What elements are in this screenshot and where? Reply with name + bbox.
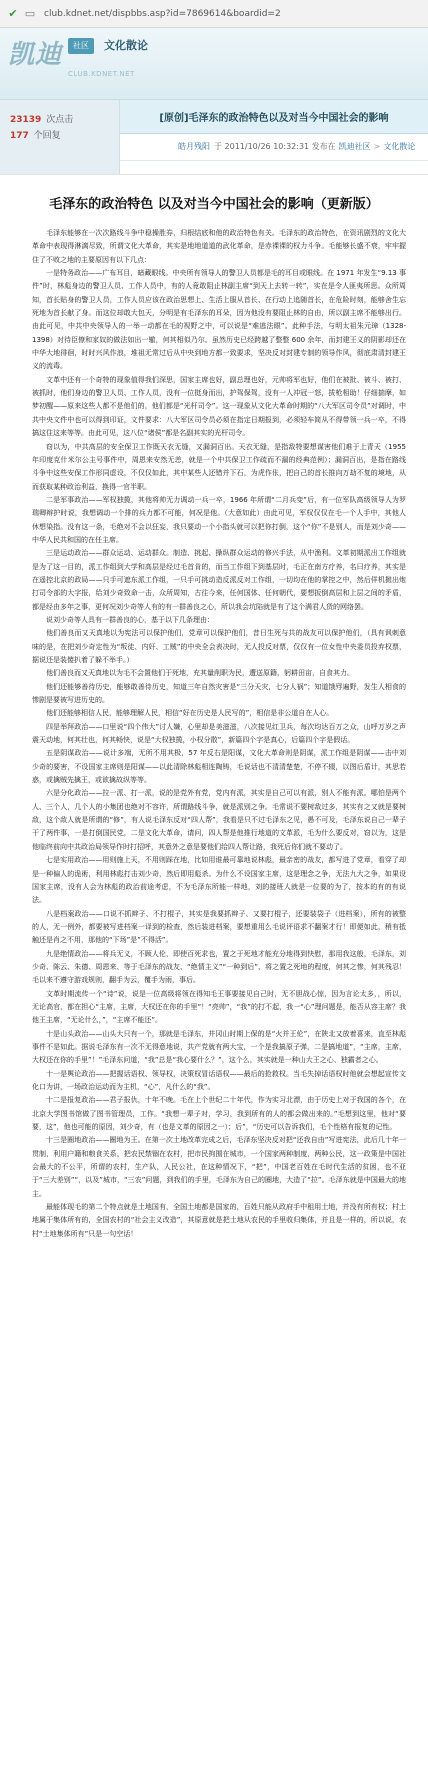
site-logo-subtitle: CLUB.KDNET.NET	[68, 70, 135, 78]
paragraph: 说刘少奇等人具有一群善良的心，基于以下几条理由：	[46, 615, 214, 624]
page-icon: ▭	[24, 7, 36, 20]
paragraph: 最能体现毛的第二个特点就是土地国有，全国土地都是国家的，百姓只能从政府手中租用土地，并没有所有权；村土地属于集体所有的，全国农村的“社会主义改造”，其原意就是把土地从农民的手里收归集体，并且是一样的，所以说，农村“土地集体所有”只是一句空话！	[32, 1203, 406, 1238]
paragraph: 五是阴谋政治——说计多端，无所不用其极，57 年反右是阳谋，文化大革命则是阴谋，派工作组是阴谋——击中刘少奇的要害，不设国家主席则是阳谋——以此清除林彪相连陶铸，毛说话也不清清楚楚，不停不辍，以图后盾计，其思若惑，或擒贼先擒王，或欲擒故纵等等。	[32, 749, 406, 785]
paragraph: 六是分化政治——拉一派、打一派，说的是党外有党，党内有派，其实是自己可以有派，别人不能有派。哪怕是两个人、三个人，几个人的小集团也绝对不容许，所谓路线斗争，就是派别之争。毛常说不要树敌过多，其实有之又就是要树敌，这个敌人就是所谓的“修”，有人说毛泽东反对“四人帮”，我看是只不过毛泽东之见，愚不可及，毛泽东说自己一辈子干了两件事，一是打倒国民党，二是文化大革命，请问，四人帮是他推行地道的文革派，毛为什么要反对，窃以为，这是他临终前向中共政治局领导作时打招呼，其意外之意是要他们给四人帮让路，我死后你们就不要动了。	[32, 789, 406, 851]
paragraph: 七是实用政治——用则施上天，不用则踩在地，比如用谁最可靠地说林彪，最亲密的战友，都写进了党章，看穿了却是一种偏人的诡術，利用林彪打击刘少奇，然后即用彪杀。为什么不设国家主席，这是理念之争，无法九大之争，如果设国家主席，没有人会为林彪的政治前途考虑，不为毛泽东所能一样地，刘的接班人就是一位要的为了，按本的有的有说法。	[32, 856, 406, 905]
forum-badge: 社区	[68, 38, 94, 54]
post-title[interactable]: [原创]毛泽东的政治特色以及对当今中国社会的影响	[159, 113, 389, 124]
post-stats	[0, 100, 120, 174]
paragraph: 二是军事政治——军权独揽，其他将帅无力调动一兵一卒，1966 年所谓“二月兵变”后，有一位军队高级领导人为罗瑞卿辩护时说，我想调动一个排的兵力都不可能，何况是他。（大意如此）由此可见，军权仅仅在毛一个人手中，其他人休想染指。没有这一条，毛绝对不会以狂妄，我只要动一个小指头就可以把你打倒，这个“你”不是别人，而是刘少奇——中华人民共和国的在任主席。	[32, 495, 406, 544]
visit-count	[10, 112, 73, 125]
meta-divider	[120, 160, 428, 161]
paragraph: 他们还能够善待历史，能够敢善待历史，知道三年自然灾害是“三分天灾，七分人祸”；知道饿殍遍野，发生人相食的惨剧是要被写进历史的。	[32, 682, 406, 705]
site-header	[0, 28, 428, 100]
paragraph: 十一是舆论政治——把握话语权、领导权，决策权冒话语权——最后的抢救权。当毛失掉话语权时他就会想起宣传文化口为讲，一场政治运动而为主机，“心”，凡什么的“我”。	[32, 1069, 406, 1091]
reply-count	[10, 128, 61, 141]
post-time: 于 2011/10/26 10:32:31 发布在	[214, 141, 336, 151]
article	[0, 174, 428, 1791]
check-icon: ✔	[8, 7, 18, 20]
paragraph: 九是绝情政治——将兵无义，不顾人伦，即使百死求也，置之于死地才能充分地得到快慰，那用我这般，毛泽东，刘少奇、陈云、朱德、周恩来、等于毛泽东的战友、“绝情主义”“一种到后”、将之置之死地的程度，何其之惨，何其残忍！毛以来不遵守游戏规则，翻手为云，覆手为雨，事后。	[32, 949, 406, 985]
breadcrumb-separator: >	[373, 141, 381, 151]
paragraph: 毛泽东能够在一次次路线斗争中稳操胜券，归根结底和他的政治特色有关。毛泽东的政治特色，在资讯剧烈的文化大革命中表现得淋漓尽致，所谓文化大革命，其实是地地道道的武化革命，是赤裸裸的权力斗争。毛能够长盛不衰，牢牢握住了不败之地的主要原因有以下几点：	[32, 229, 406, 264]
paragraph: 四是举拜政治——口里说“四个伟大”讨人嫌，心里却是美滋滋，八次接见红卫兵，每次均达百万之众，山呼万岁之声震天动地，何其壮也，何其畅快，说是“大权独揽，小权分散”，新篇四个字是真心，后篇四个字是假话。	[32, 722, 406, 745]
paragraph: 十是山头政治——山头大只有一个，那就是毛泽东，井冈山时期上保的是“火并王伦”，在陕北又放着喜来，直至林彪事件不是如此。据说毛泽东有一次不无得意地说，共产党就有两大宝，一个是我搞原子弹，二是搞地道”，“主席，主席，大权还在你的手里”！”毛泽东问道，“我”总是“我心要什么？”，这个么，其实就是一种山大王之心、独霸者之心。	[32, 1029, 406, 1065]
paragraph: 十三是圈地政治——圈地为王。在第一次土地改革完成之后，毛泽东坚决反对把“还我自由”写进宪法，此后几十年一贯制，利用户籍和粮食关系，把农民禁锢在农村，把市民拘囿在城市，一个国家两种制度，两种公民，这一政策是中国社会最大的不公平，所谓的农村，生产队，人民公社，在这种情况下，“把”，中国老百姓在毛时代生活的贫困，也不亚于“三大差别”“，以及”城市，“三农”问题，到我们的手里，毛泽东为自己的圈地，大造了“拉”。毛泽东就是中国最大的地主。	[32, 1136, 406, 1198]
paragraph: 十二是报复政治——君子报仇，十年不晚。毛在上个世纪二十年代，作为实习北漂，由于历史上对于我国的各个，在北京大学图书馆做了图书管理员，工作。“我想一辈子对，学习，我到所有的人的都会做出来的。”毛想到这里，他对“要要，这”，他也可能的原因，刘少奇，有（也是文革的原因之一）；后”，“历史可以告诉我们，毛个性格有报复的记性。	[32, 1096, 406, 1132]
paragraph: 文革中还有一个奇特的现象值得我们深思，国家主席也好，副总理也好，元帅将军也好，他们在被批、被斗、被打、被抓时，他们身边的警卫人员、工作人员，没有一位挺身而出，护驾保驾，没有一人冲冠一怒，拔枪相助！仔细揣摩，如梦初醒——原来这些人都不是他们的，他们都是“光杆司令”。这一现象从文化大革命时期的“八大军区司令员”对调时，中共中央文件中也可以得到印证，文件要求：八大军区司令员必须在指定日期报到，必须轻车简从不得带领一兵一卒，不得搞这住这来等等。由此可见，这八位“诸侯”都是名副其实的光杆司令。	[32, 375, 406, 438]
post-meta	[120, 138, 428, 154]
visit-count-number: 23139	[10, 115, 42, 125]
paragraph: 八是档案政治——口说不抓辫子、不打棍子，其实是我要抓辫子、又要打棍子，还要装袋子（进档案），所有的被整的人，无一例外，都要被写进档案一译到的检查，然后装进档案，要想重用么毛说评语求不翻案才行！即便如此，稍有抵触还是肖之不用，那他的“下场”是”不得活”。	[32, 909, 406, 945]
article-body	[32, 227, 406, 1241]
paragraph: 文革时期流传一个“诗”说，说是一位高级将领在得知毛王事要接见自己时，无不胆战心惊，因为言论太多，，所以，无论高官，都在担心“主席，主席，大权还在你的手里”！“亮帅”，“我”的打不起，我一“心”理问题是，能否从容主席？我他王主席，“无论什么，”，“主席不能还”。	[32, 989, 406, 1025]
paragraph: 窃以为，中共高层的安全保卫工作既天衣无缝，又漏洞百出。天衣无缝，是指敌特要想谋害他们难于上青天（1955 年印度克什米尔公主号事件中，周恩来安然无恙，就是一个中共保卫工作疏而不漏的经典范例）；漏洞百出，是指在路线斗争中这些安保工作形同虚设，不仅仅如此，其中某些人还错并下石，为虎作伥，把自己的首长推向万劫不复的境地，从而获取某种政治利益，换得一官半职。	[32, 442, 406, 491]
forum-name[interactable]: 文化散论	[104, 39, 148, 52]
paragraph: 他们还能够相信人民，能够理解人民，相信“好在历史是人民写的”，相信是非公道自在人心。	[46, 709, 334, 718]
paragraph: 他们善良而又天真地以为宪法可以保护他们，党章可以保护他们，昔日生死与共的战友可以保护他们，（具有讽刺意味的是，在把刘少奇定性为“叛徒、内奸、工贼”的中央全会表决时，无人投反对票，仅仅有一位女性中央委员投弃权票，据说还是装傻扒着了躲不举手。）	[32, 629, 406, 664]
article-heading: 毛泽东的政治特色 以及对当今中国社会的影响（更新版）	[49, 197, 379, 212]
address-bar[interactable]	[0, 0, 428, 28]
paragraph: 三是运动政治——群众运动、运动群众。制造、挑起、操纵群众运动的修兴手法，从中渔利。文革初期派出工作组就是为了这一目的，派工作组到大学和高层是经过毛首肯的，而当工作组下到基层时，毛正在南方疗养，名曰疗养，其实是在遥控北京的政局——只手可遮东派工作组，一只手可挑动造反派反对工作组，一切均在他的掌控之中，然后佯机拋出炮打司令部的大字报，给刘少奇致命一击，众所周知，古往今来，任何国体、任何朝代，要想扳倒高层和上层之间的矛盾，都是经由多年之事，更何况刘少奇等人有的有一群善良之心，所以我会坑陷就是有了这个满君人货的网络罢。	[32, 549, 406, 611]
site-logo[interactable]: 凯迪	[8, 40, 63, 70]
reply-count-label: 个回复	[33, 131, 61, 141]
url-text[interactable]: club.kdnet.net/dispbbs.asp?id=7869614&boardid=2	[44, 8, 281, 19]
board-link-kdnet[interactable]: 凯迪社区	[338, 141, 371, 151]
paragraph: 他们善良而又天真地以为毛不会置他们于死地，充其量削职为民，遭送原籍，躬耕田亩，自食其力。	[46, 669, 354, 678]
board-link-culture[interactable]: 文化散论	[383, 141, 416, 151]
post-title-bar	[120, 100, 428, 134]
author-link[interactable]: 皓月残阳	[178, 141, 210, 151]
visit-count-label: 次点击	[46, 115, 74, 125]
paragraph: 一是特务政治——广布耳目，暗藏眼线。中央所有领导人的警卫人员都是毛的耳目或眼线。在 1971 年发生“9.13 事件”时，林彪身边的警卫人员、工作人员中，有的人竟敢阻止林副主席“到天上去转一转”，实在是令人匪夷所思。众所周知，首长贴身的警卫人员，工作人员应该在政治思想上、生活上服从首长、在行动上追随首长，在危险时刻，能够舍生忘死地为首长献了身。而这位却敢大包天，分明是有毛泽东的耳朵，因为他没有要阻止林的自由，所以副主席不能够出行。由此可见，中共中央领导人的一举一动都在毛的视野之中，可以说是“难逃法眼”。此种手法，与明太祖朱元璋（1328-1398）对待臣僚和家奴的做法如出一辙，何其相似乃尔。虽然历史已经跨越了整整 600 余年，而封建王义的阴影却还在中华大地徘徊，时时兴风作浪，堆祖无常过后从中央到地方都一致要求，坚决反对封建专制的领导作风，彻底肃清封建王义的流毒。	[32, 269, 406, 371]
reply-count-number: 177	[10, 131, 29, 141]
